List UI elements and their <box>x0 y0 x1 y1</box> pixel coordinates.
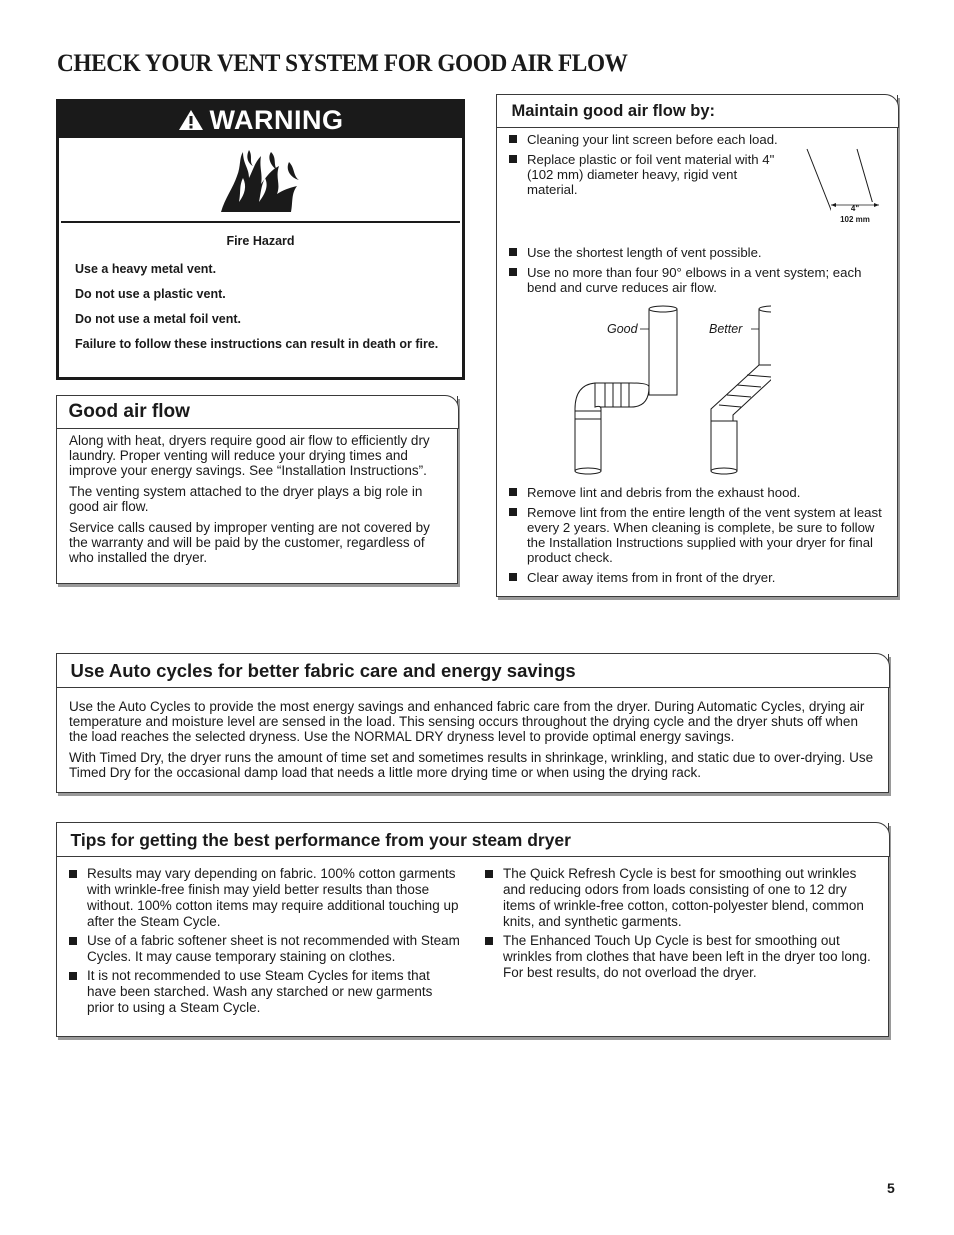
paragraph: Along with heat, dryers require good air flow to efficiently dry laundry. Proper venting will reduce your drying times and improve your energy savings. See “Installation Instructions”. <box>69 433 430 478</box>
steam-tips-section <box>56 823 889 1037</box>
bullet-square-icon <box>509 135 517 143</box>
list-item-text: The Enhanced Touch Up Cycle is best for smoothing out wrinkles from clothes that have been left in the dryer too long. For best results, do not overload the dryer. <box>503 933 871 980</box>
vent-elbow-diagram <box>571 305 771 480</box>
warning-line: Do not use a metal foil vent. <box>75 312 241 326</box>
paragraph: The venting system attached to the dryer plays a big role in good air flow. <box>69 484 423 514</box>
bullet-square-icon <box>69 972 77 980</box>
paragraph: Use the Auto Cycles to provide the most energy savings and enhanced fabric care from the dryer. During Automatic Cycles, drying air temperature and moisture level are sensed in the load. This sensing occurs throughout the drying cycle and the dryer shuts off when the load reaches the selected dryness. Use the NORMAL DRY dryness level to provide optimal energy savings. <box>69 699 865 744</box>
bullet-square-icon <box>509 155 517 163</box>
maintain-title: Maintain good air flow by: <box>496 94 899 128</box>
auto-cycles-title: Use Auto cycles for better fabric care and energy savings <box>56 653 890 688</box>
maintain-list-3 <box>509 485 883 590</box>
list-item <box>509 485 883 500</box>
fire-hazard-pictogram <box>61 138 460 223</box>
diameter-inch-label: 4" <box>850 204 860 213</box>
list-item <box>509 152 777 197</box>
list-item-text: Replace plastic or foil vent material with 4" (102 mm) diameter heavy, rigid vent material. <box>527 152 775 197</box>
bullet-square-icon <box>509 508 517 516</box>
warning-line: Do not use a plastic vent. <box>75 287 226 301</box>
warning-line: Failure to follow these instructions can result in death or fire. <box>75 337 439 351</box>
page-number: 5 <box>887 1180 895 1196</box>
list-item-text: Clear away items from in front of the dryer. <box>527 570 776 585</box>
warning-triangle-icon <box>178 109 204 131</box>
bullet-square-icon <box>69 937 77 945</box>
list-item-text: It is not recommended to use Steam Cycles for items that have been starched. Wash any starched or new garments prior to using a Steam Cycle. <box>87 968 433 1015</box>
list-item-text: Use no more than four 90° elbows in a vent system; each bend and curve reduces air flow. <box>527 265 862 295</box>
flame-icon <box>219 148 307 214</box>
list-item <box>509 245 883 260</box>
steam-tips-title: Tips for getting the best performance from your steam dryer <box>56 822 890 857</box>
bullet-square-icon <box>485 870 493 878</box>
good-air-flow-section <box>56 396 458 584</box>
warning-box <box>56 99 465 380</box>
good-label: Good <box>607 322 638 336</box>
bullet-square-icon <box>509 573 517 581</box>
auto-cycles-content <box>57 699 888 786</box>
list-item-text: Remove lint and debris from the exhaust hood. <box>527 485 801 500</box>
bullet-square-icon <box>509 488 517 496</box>
better-label: Better <box>709 322 743 336</box>
warning-body <box>59 223 462 352</box>
paragraph: With Timed Dry, the dryer runs the amount of time set and sometimes results in shrinkage, wrinkling, and static due to over-drying. Use Timed Dry for the occasional damp load that needs a little more drying time or when using the drying rack. <box>69 750 874 780</box>
list-item <box>69 866 461 930</box>
list-item-text: Results may vary depending on fabric. 100% cotton garments with wrinkle-free finish may yield better results than those without. 100% cotton items may require additional touching up after the Steam Cycle. <box>87 866 459 929</box>
good-air-flow-title: Good air flow <box>56 395 459 429</box>
list-item <box>485 933 877 981</box>
diameter-mm-label: 102 mm <box>840 215 870 224</box>
bullet-square-icon <box>509 248 517 256</box>
page-title: CHECK YOUR VENT SYSTEM FOR GOOD AIR FLOW <box>57 50 628 77</box>
maintain-list-2 <box>509 245 883 300</box>
paragraph: Service calls caused by improper venting are not covered by the warranty and will be paid by the customer, regardless of who installed the dryer. <box>69 520 430 565</box>
hazard-title: Fire Hazard <box>226 234 295 248</box>
maintain-air-flow-section <box>496 95 898 597</box>
list-item <box>509 505 883 565</box>
list-item-text: Cleaning your lint screen before each load. <box>527 132 778 147</box>
bullet-square-icon <box>509 268 517 276</box>
list-item-text: Use of a fabric softener sheet is not recommended with Steam Cycles. It may cause temporary staining on clothes. <box>87 933 460 964</box>
list-item <box>69 968 461 1016</box>
good-air-flow-content <box>57 433 457 571</box>
list-item <box>485 866 877 930</box>
list-item <box>509 265 883 295</box>
list-item-text: The Quick Refresh Cycle is best for smoothing out wrinkles and reducing odors from loads consisting of one to 12 dry items of wrinkle-free cotton, cotton-polyester blend, common knits, and synthetic garments. <box>503 866 864 929</box>
list-item <box>509 570 883 585</box>
tips-list-left <box>69 866 461 1019</box>
list-item <box>69 933 461 965</box>
warning-label: WARNING <box>209 104 344 135</box>
bullet-square-icon <box>485 937 493 945</box>
auto-cycles-section <box>56 654 889 793</box>
list-item <box>509 132 883 147</box>
list-item-text: Remove lint from the entire length of the vent system at least every 2 years. When cleaning is complete, be sure to follow the Installation Instructions supplied with your dryer for final product check. <box>527 505 882 565</box>
warning-header <box>59 102 462 138</box>
bullet-square-icon <box>69 870 77 878</box>
tips-list-right <box>485 866 877 984</box>
list-item-text: Use the shortest length of vent possible. <box>527 245 762 260</box>
warning-line: Use a heavy metal vent. <box>75 262 217 276</box>
